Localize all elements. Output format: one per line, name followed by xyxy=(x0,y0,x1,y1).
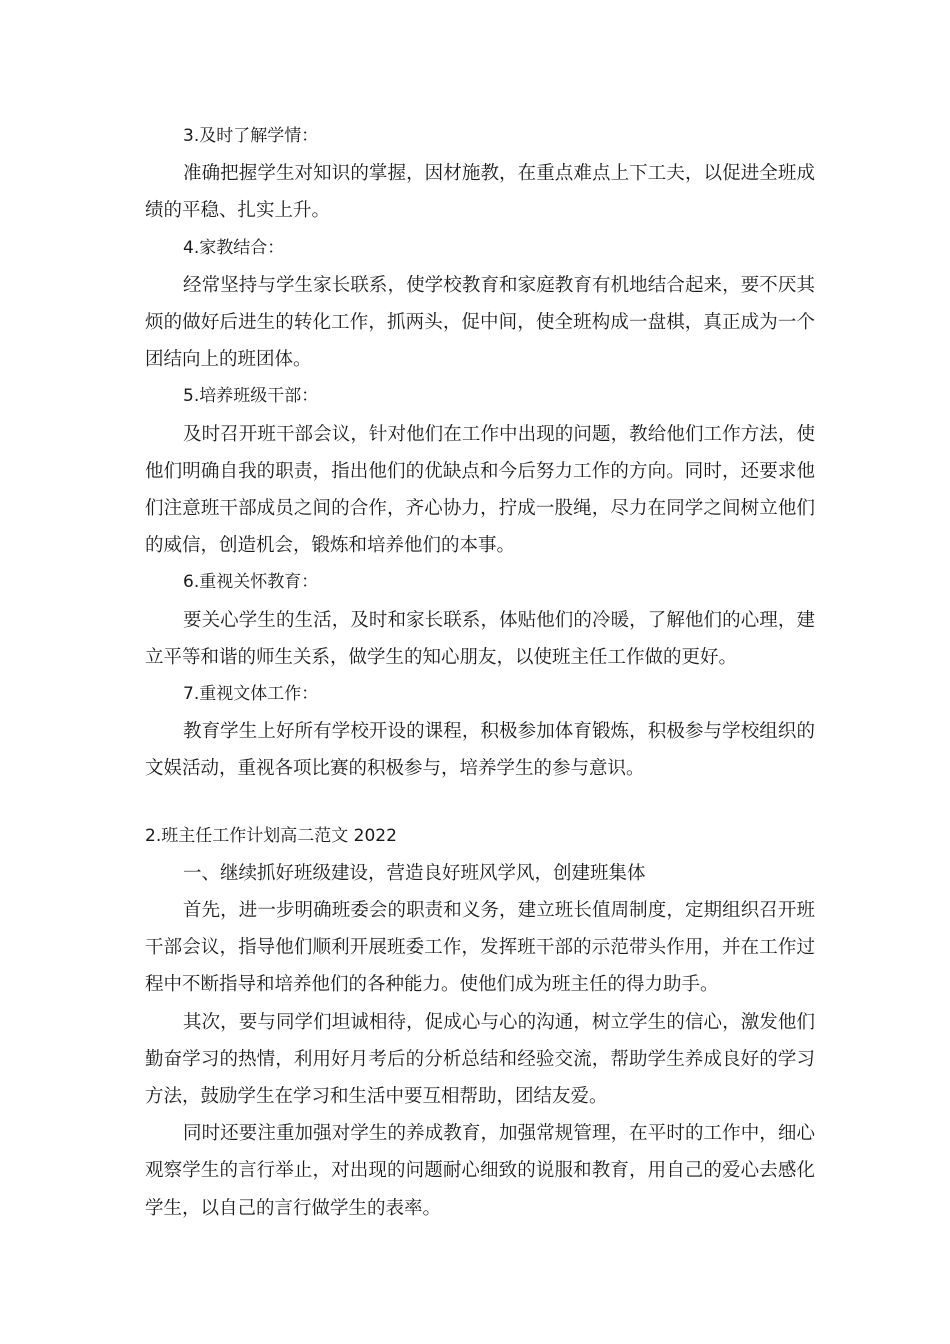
article-2-paragraph-2: 其次，要与同学们坦诚相待，促成心与心的沟通，树立学生的信心，激发他们勤奋学习的热情，利用好月考后的分析总结和经验交流，帮助学生养成良好的学习方法，鼓励学生在学习和生活中要互相帮助，团结友爱。 xyxy=(145,1011,815,1108)
section-7-heading: 7.重视文体工作： xyxy=(183,684,319,705)
article-2-paragraph-3: 同时还要注重加强对学生的养成教育，加强常规管理，在平时的工作中，细心观察学生的言行举止，对出现的问题耐心细致的说服和教育，用自己的爱心去感化学生，以自己的言行做学生的表率。 xyxy=(145,1123,815,1219)
section-7-body: 教育学生上好所有学校开设的课程，积极参加体育锻炼，积极参与学校组织的文娱活动，重视各项比赛的积极参与，培养学生的参与意识。 xyxy=(145,721,815,780)
section-3-heading: 3.及时了解学情： xyxy=(183,126,319,146)
section-4-heading: 4.家教结合： xyxy=(183,237,285,258)
section-5-body: 及时召开班干部会议，针对他们在工作中出现的问题，教给他们工作方法，使他们明确自我的职责，指出他们的优缺点和今后努力工作的方向。同时，还要求他们注意班干部成员之间的合作，齐心协力，拧成一股绳，尽力在同学之间树立他们的威信，创造机会，锻炼和培养他们的本事。 xyxy=(145,423,815,557)
article-2-title: 2.班主任工作计划高二范文 2022 xyxy=(145,825,397,846)
section-gap xyxy=(145,788,815,818)
section-6-heading: 6.重视关怀教育： xyxy=(183,572,319,593)
section-3-body: 准确把握学生对知识的掌握，因材施教，在重点难点上下工夫，以促进全班成绩的平稳、扎实上升。 xyxy=(145,163,815,222)
article-2-section-1-heading: 一、继续抓好班级建设，营造良好班风学风，创建班集体 xyxy=(183,862,646,884)
section-4-body: 经常坚持与学生家长联系，使学校教育和家庭教育有机地结合起来，要不厌其烦的做好后进生的转化工作，抓两头，促中间，使全班构成一盘棋，真正成为一个团结向上的班团体。 xyxy=(145,274,815,371)
article-2-paragraph-1: 首先，进一步明确班委会的职责和义务，建立班长值周制度，定期组织召开班干部会议，指导他们顺利开展班委工作，发挥班干部的示范带头作用，并在工作过程中不断指导和培养他们的各种能力。使他们成为班主任的得力助手。 xyxy=(145,900,815,996)
section-6-body: 要关心学生的生活，及时和家长联系，体贴他们的冷暖，了解他们的心理，建立平等和谐的师生关系，做学生的知心朋友，以使班主任工作做的更好。 xyxy=(145,609,815,668)
document-page xyxy=(145,118,815,1227)
section-5-heading: 5.培养班级干部： xyxy=(183,386,319,407)
